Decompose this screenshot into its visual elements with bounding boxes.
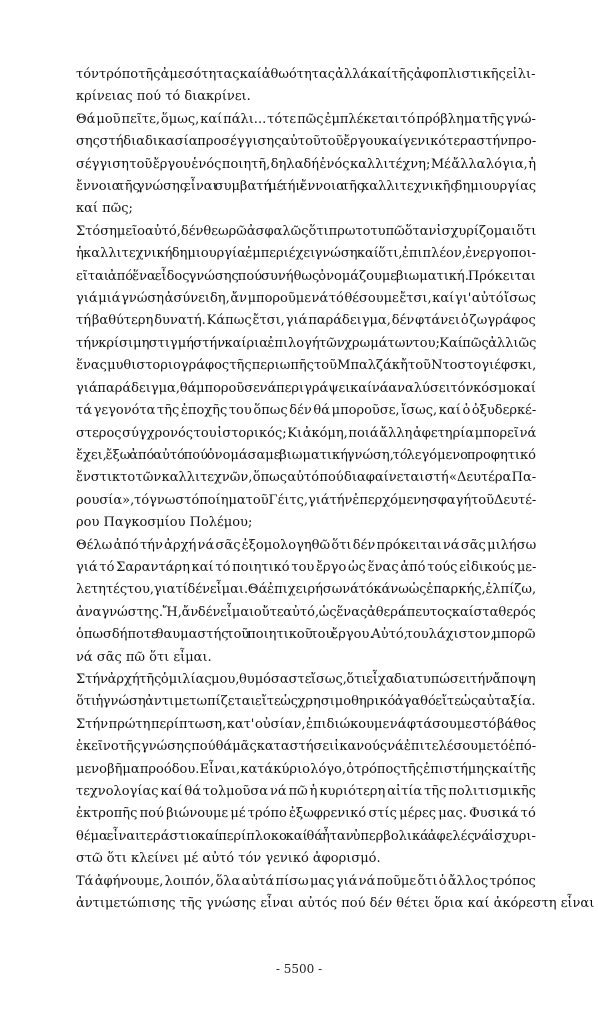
- paragraph: [76, 221, 536, 535]
- text-line: Θά μοῦ πεῖτε, ὅμως, καί πάλι... τότε πῶς ἐμπλέκεται τό πρόβλημα τῆς γνώ-: [76, 111, 536, 127]
- text-line: καί πῶς;: [76, 201, 133, 217]
- text-line: Στό σημεῖο αὐτό, δέν θεωρῶ ἀσφαλῶς ὅτι πρωτοτυπῶ ὅταν ἰσχυρίζομαι ὅτι: [76, 223, 537, 239]
- body-text: [76, 64, 595, 915]
- text-line: ἐκτροπῆς πού βιώνουμε μέ τρόπο ἐξωφρενικό στίς μέρες μας. Φυσικά τό: [76, 806, 536, 822]
- text-line: ἔχει, ἔξω ἀπό αὐτό πού ὀνομάσαμε βιωματική γνώση, τό λεγόμενο προφητικό: [76, 447, 536, 463]
- paragraph: [76, 871, 595, 916]
- paragraph: [76, 109, 536, 221]
- text-line: ἐκεῖνο τῆς γνώσης πού θά μᾶς καταστήσει ἱκανούς νά ἐπιτελέσουμε τό ἑπό-: [76, 739, 537, 755]
- text-line: Στήν πρώτη περίπτωση, κατ' οὐσίαν, ἐπιδιώκουμε νά φτάσουμε στό βάθος: [76, 716, 537, 732]
- text-line: ἕνας μυθιστοριογράφος τῆς περιωπῆς τοῦ Μπαλζάκ ἤ τοῦ Ντοστογιέφσκι,: [76, 358, 537, 374]
- text-line: στῶ ὅτι κλείνει μέ αὐτό τόν γενικό ἀφορισμό.: [76, 851, 381, 867]
- text-line: τά γεγονότα τῆς ἐποχῆς του ὅπως δέν θά μποροῦσε, ἴσως, καί ὁ ὀξυδερκέ-: [76, 403, 537, 419]
- text-line: εῖται ἀπό ἕνα εἶδος γνώσης πού συνήθως ὀνομάζουμε βιωματική. Πρόκειται: [76, 268, 536, 284]
- text-line: λετητές του, γιατί δέν εἶμαι. Θά ἐπιχειρήσω νά τό κάνω ὡς ἐπαρκής, ἐλπίζω,: [76, 582, 537, 598]
- text-line: γιά μιά γνώση ἀσύνειδη, ἄν μποροῦμε νά τό θέσουμε ἔτσι, καί γι' αὐτό ἴσως: [76, 291, 537, 307]
- text-line: ἔνστικτο τῶν καλλιτεχνῶν, ὅπως αὐτό πού διαφαίνεται στή «Δευτέρα Πα-: [76, 470, 537, 486]
- text-line: ἔννοια τῆς γνώσης εἶναι συμβατή μέ τήν ἔννοια τῆς καλλιτεχνικῆς δημιουργίας: [76, 179, 537, 195]
- text-line: τόν τρόπο τῆς ἀμεσότητας καί ἀθωότητας ἀλλά καί τῆς ἀφοπλιστικῆς εἰλι-: [76, 67, 536, 82]
- text-line: τεχνολογίας καί θά τολμοῦσα νά πῶ ἡ κυριότερη αἰτία τῆς πολιτισμικῆς: [76, 784, 536, 799]
- paragraph: [76, 535, 536, 669]
- text-line: θέμα εἶναι τεράστιο καί περίπλοκο καί θά ἦταν ὑπερβολικά ἀφελές νά ἰσχυρι-: [76, 828, 536, 844]
- text-line: γιά παράδειγμα, θά μποροῦσε νά περιγράψει καί νά αναλύσει τόν κόσμο καί: [76, 380, 537, 396]
- text-line: τήν κρίσιμη στιγμή στήν καίρια ἐπιλογή τῶν χρωμάτων του; Καί πῶς ἀλλιῶς: [76, 335, 537, 351]
- text-line: κρίνειας πού τό διακρίνει.: [76, 89, 251, 105]
- text-line: μενο βῆμα προόδου. Εἶναι, κατά κύριο λόγο, ὁ τρόπος τῆς ἐπιστήμης καί τῆς: [76, 761, 536, 777]
- paragraph: [76, 64, 536, 109]
- text-line: σης στή διαδικασία προσέγγισης αὐτοῦ τοῦ ἔργου καί γενικότερα στήν προ-: [76, 134, 537, 150]
- text-line: Στήν ἀρχή τῆς ὁμιλίας μου, θυμόσαστε ἴσως, ὅτι εἶχα διατυπώσει τήν ἄποψη: [76, 671, 536, 687]
- text-line: ὁπωσδήποτε θαυμαστής τοῦ ποιητικοῦ του ἔργου. Αὐτό, τουλάχιστον, μπορῶ: [76, 627, 536, 643]
- text-line: ρουσία», τό γνωστό ποίημα τοῦ Γέιτς, γιά τήν ἐπερχόμενη σφαγή τοῦ Δευτέ-: [76, 492, 537, 508]
- text-line: ὅτι ἡ γνώση ἀντιμετωπίζεται εἴτε ὡς χρησιμοθηρικό ἀγαθό εἴτε ὡς αὐταξία.: [76, 694, 536, 710]
- text-line: στερος σύγχρονός του ἱστορικός; Κι ἀκόμη, ποιά ἄλλη ἀφετηρία μπορεῖ νά: [76, 425, 537, 441]
- text-line: Τά ἀφήνουμε, λοιπόν, ὅλα αὐτά πίσω μας γιά νά ποῦμε ὅτι ὁ ἄλλος τρόπος: [76, 873, 536, 889]
- text-line: ἀναγνώστης. Ἤ, ἄν δέν εἶμαι οὔτε αὐτό, ὡς ἕνας ἀθεράπευτος καί σταθερός: [76, 604, 536, 620]
- paragraph: [76, 669, 536, 871]
- text-line: νά σᾶς πῶ ὅτι εἶμαι.: [76, 649, 212, 665]
- text-line: ἡ καλλιτεχνική δημιουργία ἐμπεριέχει γνώση καί ὅτι, ἐπιπλέον, ἐνεργοποι-: [76, 246, 537, 262]
- text-line: ἀντιμετώπισης τῆς γνώσης εἶναι αὐτός πού δέν θέτει ὅρια καί ἀκόρεστη εἶναι: [76, 896, 595, 912]
- text-line: γιά τό Σαραντάρη καί τό ποιητικό του ἔργο ὡς ἕνας ἀπό τούς εἰδικούς με-: [76, 559, 537, 575]
- text-line: τή βαθύτερη δυνατή. Κάπως ἔτσι, γιά παράδειγμα, δέν φτάνει ὁ ζωγράφος: [76, 313, 536, 329]
- text-line: ρου Παγκοσμίου Πολέμου;: [76, 515, 253, 531]
- text-line: σέγγιση τοῦ ἔργου ἑνός ποιητῆ, δηλαδή ἑνός καλλιτέχνη; Μέ ἄλλα λόγια, ἡ: [76, 156, 537, 172]
- text-line: Θέλω ἀπό τήν ἀρχή νά σᾶς ἐξομολογηθῶ ὅτι δέν πρόκειται νά σᾶς μιλήσω: [76, 537, 537, 553]
- page-number: - 5500 -: [275, 962, 323, 976]
